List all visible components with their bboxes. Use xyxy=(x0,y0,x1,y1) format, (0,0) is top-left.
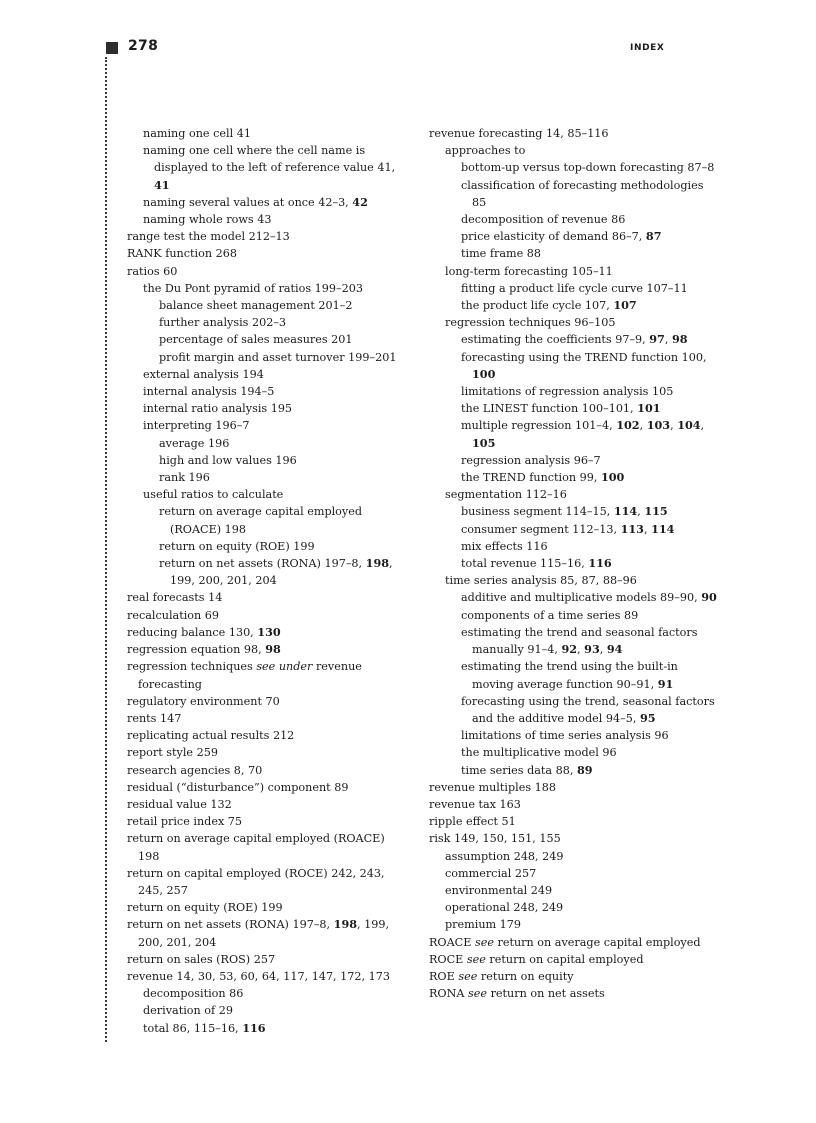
entry-text: decomposition of revenue 86 xyxy=(461,213,626,227)
entry-text: , xyxy=(664,333,672,347)
index-entry xyxy=(143,400,405,417)
index-entry xyxy=(143,383,405,400)
entry-text: price elasticity of demand 86–7, xyxy=(461,230,646,244)
entry-text: replicating actual results 212 xyxy=(127,729,295,743)
entry-text: ripple effect 51 xyxy=(429,815,516,829)
index-entry xyxy=(461,727,721,744)
index-entry xyxy=(127,607,405,624)
entry-text: bottom-up versus top-down forecasting 87–8 xyxy=(461,161,715,175)
entry-text: percentage of sales measures 201 xyxy=(159,333,353,347)
page-edge-dotted-rule xyxy=(105,57,107,1042)
entry-text: high and low values 196 xyxy=(159,453,297,467)
index-entry xyxy=(127,796,405,813)
index-entry xyxy=(127,830,405,864)
index-entry xyxy=(461,762,721,779)
index-entry xyxy=(461,693,721,727)
index-entry xyxy=(429,968,721,985)
entry-text: range test the model 212–13 xyxy=(127,230,290,244)
entry-text: return on equity (ROE) 199 xyxy=(127,901,283,915)
entry-text: estimating the trend using the built-in moving average function 90–91, xyxy=(461,660,678,691)
entry-text: revenue forecasting xyxy=(138,660,362,691)
entry-text: , xyxy=(637,505,645,519)
index-entry xyxy=(461,297,721,314)
index-entry xyxy=(127,727,405,744)
index-entry xyxy=(143,1002,405,1019)
entry-text: time series analysis 85, 87, 88–96 xyxy=(445,574,637,588)
index-entry xyxy=(461,331,721,348)
entry-text: classification of forecasting methodologies 85 xyxy=(461,178,704,209)
index-entry xyxy=(445,882,721,899)
index-entry xyxy=(127,624,405,641)
entry-text: assumption 248, 249 xyxy=(445,849,564,863)
index-entry xyxy=(445,486,721,503)
index-entry xyxy=(159,469,405,486)
entry-text: regression techniques 96–105 xyxy=(445,316,616,330)
bold-page-reference: 198 xyxy=(365,556,390,571)
bold-page-reference: 116 xyxy=(242,1020,266,1035)
index-entry xyxy=(127,263,405,280)
index-entry xyxy=(159,538,405,555)
bold-page-reference: 104 xyxy=(677,418,701,433)
index-entry xyxy=(461,245,721,262)
bold-page-reference: 114 xyxy=(651,521,675,536)
index-entry xyxy=(429,779,721,796)
entry-text: interpreting 196–7 xyxy=(143,419,250,433)
index-entry xyxy=(143,366,405,383)
entry-text: regression equation 98, xyxy=(127,643,266,657)
index-entry xyxy=(445,263,721,280)
entry-text: derivation of 29 xyxy=(143,1004,233,1018)
index-entry xyxy=(127,245,405,262)
entry-text: mix effects 116 xyxy=(461,539,548,553)
entry-text: report style 259 xyxy=(127,746,218,760)
bold-page-reference: 98 xyxy=(671,332,688,347)
index-entry xyxy=(429,813,721,830)
entry-text: recalculation 69 xyxy=(127,608,220,622)
index-column-left xyxy=(127,125,405,1037)
entry-text: revenue 14, 30, 53, 60, 64, 117, 147, 172, 173 xyxy=(127,969,390,983)
entry-text: limitations of regression analysis 105 xyxy=(461,385,674,399)
bold-page-reference: 102 xyxy=(616,418,640,433)
index-entry xyxy=(445,314,721,331)
entry-text: retail price index 75 xyxy=(127,815,243,829)
entry-text: premium 179 xyxy=(445,918,522,932)
index-entry xyxy=(159,297,405,314)
bold-page-reference: 94 xyxy=(606,642,623,657)
entry-text: , xyxy=(643,522,652,536)
entry-text: consumer segment 112–13, xyxy=(461,522,621,536)
entry-text: components of a time series 89 xyxy=(461,608,639,622)
entry-text: external analysis 194 xyxy=(143,367,264,381)
index-entry xyxy=(445,142,721,159)
index-entry xyxy=(143,486,405,503)
entry-text: RANK function 268 xyxy=(127,247,237,261)
entry-text: reducing balance 130, xyxy=(127,625,258,639)
entry-text: research agencies 8, 70 xyxy=(127,763,263,777)
index-entry xyxy=(461,280,721,297)
index-entry xyxy=(445,572,721,589)
entry-text: long-term forecasting 105–11 xyxy=(445,264,613,278)
index-entry xyxy=(143,211,405,228)
index-entry xyxy=(429,985,721,1002)
index-entry xyxy=(445,899,721,916)
bold-page-reference: 95 xyxy=(639,710,656,725)
entry-text: additive and multiplicative models 89–90, xyxy=(461,591,702,605)
bold-page-reference: 91 xyxy=(657,676,674,691)
index-entry xyxy=(143,280,405,297)
entry-text: , xyxy=(599,643,607,657)
index-entry xyxy=(461,417,721,451)
index-entry xyxy=(461,400,721,417)
entry-text: risk 149, 150, 151, 155 xyxy=(429,832,561,846)
index-entry xyxy=(159,314,405,331)
entry-text: return on average capital employed (ROACE) 198 xyxy=(127,832,385,863)
entry-text: segmentation 112–16 xyxy=(445,488,567,502)
index-entry xyxy=(461,503,721,520)
index-entry xyxy=(461,607,721,624)
entry-text: regulatory environment 70 xyxy=(127,694,280,708)
entry-text: the LINEST function 100–101, xyxy=(461,402,638,416)
entry-text: business segment 114–15, xyxy=(461,505,614,519)
bold-page-reference: 100 xyxy=(472,366,496,381)
entry-text: return on equity xyxy=(477,969,574,983)
entry-text: return on average capital employed (ROACE) 198 xyxy=(159,505,363,536)
cross-reference-term: see xyxy=(458,969,478,983)
entry-text: real forecasts 14 xyxy=(127,591,223,605)
index-entry xyxy=(127,865,405,899)
bold-page-reference: 89 xyxy=(576,762,593,777)
index-entry xyxy=(461,383,721,400)
entry-text: , 199, 200, 201, 204 xyxy=(170,557,393,588)
entry-text: time frame 88 xyxy=(461,247,542,261)
entry-text: internal analysis 194–5 xyxy=(143,385,275,399)
entry-text: ROACE xyxy=(429,935,475,949)
cross-reference-term: see xyxy=(468,987,488,1001)
entry-text: multiple regression 101–4, xyxy=(461,419,617,433)
bold-page-reference: 100 xyxy=(600,470,625,485)
entry-text: rank 196 xyxy=(159,471,210,485)
index-entry xyxy=(127,710,405,727)
entry-text: naming one cell 41 xyxy=(143,127,251,140)
bold-page-reference: 101 xyxy=(637,401,661,416)
index-entry xyxy=(127,968,405,985)
entry-text: return on equity (ROE) 199 xyxy=(159,539,315,553)
index-entry xyxy=(127,744,405,761)
entry-text: total revenue 115–16, xyxy=(461,557,589,571)
index-entry xyxy=(461,589,721,606)
entry-text: revenue forecasting 14, 85–116 xyxy=(429,127,609,140)
page-number: 278 xyxy=(128,38,159,54)
index-entry xyxy=(461,658,721,692)
bold-page-reference: 41 xyxy=(154,177,170,192)
cross-reference-term: see xyxy=(466,952,486,966)
entry-text: , xyxy=(577,643,585,657)
entry-text: internal ratio analysis 195 xyxy=(143,402,293,416)
entry-text: regression analysis 96–7 xyxy=(461,453,601,467)
entry-text: decomposition 86 xyxy=(143,987,244,1001)
index-entry xyxy=(143,142,405,194)
index-entry xyxy=(461,624,721,658)
entry-text: useful ratios to calculate xyxy=(143,488,284,502)
entry-text: rents 147 xyxy=(127,711,182,725)
entry-text: naming one cell where the cell name is displayed to the left of reference value 41, xyxy=(143,144,396,175)
entry-text: the product life cycle 107, xyxy=(461,299,614,313)
running-header-title: INDEX xyxy=(630,43,665,53)
entry-text: forecasting using the TREND function 100, xyxy=(461,350,707,364)
index-entry xyxy=(143,1020,405,1037)
index-entry xyxy=(461,159,721,176)
index-entry xyxy=(461,177,721,211)
entry-text: , 199, 200, 201, 204 xyxy=(138,918,390,949)
bold-page-reference: 113 xyxy=(620,521,644,536)
entry-text: balance sheet management 201–2 xyxy=(159,299,353,313)
entry-text: , xyxy=(670,419,678,433)
index-column-right xyxy=(429,125,721,1002)
entry-text: naming several values at once 42–3, xyxy=(143,195,353,209)
index-entry xyxy=(127,693,405,710)
index-entry xyxy=(127,641,405,658)
index-entry xyxy=(127,762,405,779)
bold-page-reference: 92 xyxy=(561,642,578,657)
entry-text: regression techniques xyxy=(127,660,257,674)
index-entry xyxy=(461,538,721,555)
bold-page-reference: 198 xyxy=(333,917,358,932)
index-entry xyxy=(127,779,405,796)
entry-text: residual value 132 xyxy=(127,797,232,811)
index-entry xyxy=(143,985,405,1002)
index-entry xyxy=(461,349,721,383)
entry-text: time series data 88, xyxy=(461,763,577,777)
entry-text: commercial 257 xyxy=(445,866,537,880)
entry-text: ROCE xyxy=(429,952,467,966)
entry-text: total 86, 115–16, xyxy=(143,1021,243,1035)
entry-text: return on capital employed xyxy=(485,952,644,966)
entry-text: return on net assets (RONA) 197–8, xyxy=(159,557,366,571)
entry-text: further analysis 202–3 xyxy=(159,316,287,330)
index-entry xyxy=(127,951,405,968)
entry-text: return on net assets (RONA) 197–8, xyxy=(127,918,334,932)
index-entry xyxy=(461,228,721,245)
index-entry xyxy=(127,589,405,606)
cross-reference-term: see under xyxy=(256,660,313,674)
entry-text: RONA xyxy=(429,987,469,1001)
index-entry xyxy=(127,899,405,916)
bold-page-reference: 98 xyxy=(265,642,281,657)
index-entry xyxy=(429,830,721,847)
bold-page-reference: 105 xyxy=(472,435,496,450)
entry-text: average 196 xyxy=(159,436,230,450)
index-entry xyxy=(461,211,721,228)
entry-text: limitations of time series analysis 96 xyxy=(461,729,669,743)
entry-text: , xyxy=(700,419,705,433)
page-marker-block xyxy=(106,42,118,54)
bold-page-reference: 114 xyxy=(613,504,638,519)
index-entry xyxy=(127,658,405,692)
entry-text: estimating the coefficients 97–9, xyxy=(461,333,650,347)
entry-text: the Du Pont pyramid of ratios 199–203 xyxy=(143,281,363,295)
entry-text: return on average capital employed xyxy=(493,935,701,949)
entry-text: ROE xyxy=(429,969,459,983)
entry-text: naming whole rows 43 xyxy=(143,213,272,227)
index-entry xyxy=(159,555,405,589)
index-entry xyxy=(127,813,405,830)
entry-text: return on sales (ROS) 257 xyxy=(127,952,276,966)
bold-page-reference: 103 xyxy=(646,418,671,433)
entry-text: approaches to xyxy=(445,144,526,158)
entry-text: return on net assets xyxy=(487,987,605,1001)
entry-text: revenue tax 163 xyxy=(429,797,521,811)
bold-page-reference: 87 xyxy=(645,229,662,244)
index-entry xyxy=(445,848,721,865)
bold-page-reference: 116 xyxy=(588,556,612,571)
entry-text: ratios 60 xyxy=(127,264,178,278)
index-entry xyxy=(143,125,405,142)
entry-text: residual (“disturbance”) component 89 xyxy=(127,780,349,794)
index-entry xyxy=(159,349,405,366)
bold-page-reference: 93 xyxy=(584,642,600,657)
index-entry xyxy=(429,951,721,968)
index-entry xyxy=(127,228,405,245)
index-entry xyxy=(159,435,405,452)
entry-text: profit margin and asset turnover 199–201 xyxy=(159,350,397,364)
entry-text: fitting a product life cycle curve 107–11 xyxy=(461,281,688,295)
entry-text: revenue multiples 188 xyxy=(429,780,556,794)
bold-page-reference: 107 xyxy=(613,298,637,313)
entry-text: , xyxy=(639,419,647,433)
bold-page-reference: 115 xyxy=(644,504,668,519)
index-entry xyxy=(429,796,721,813)
index-entry xyxy=(429,934,721,951)
index-entry xyxy=(159,503,405,537)
entry-text: estimating the trend and seasonal factors manually 91–4, xyxy=(461,625,698,657)
entry-text: environmental 249 xyxy=(445,883,553,897)
entry-text: the TREND function 99, xyxy=(461,471,601,485)
entry-text: return on capital employed (ROCE) 242, 243, 245, 257 xyxy=(127,866,385,897)
index-entry xyxy=(445,916,721,933)
index-entry xyxy=(159,452,405,469)
cross-reference-term: see xyxy=(474,935,494,949)
entry-text: the multiplicative model 96 xyxy=(461,746,617,760)
index-entry xyxy=(461,555,721,572)
index-entry xyxy=(461,744,721,761)
index-entry xyxy=(159,331,405,348)
index-entry xyxy=(143,194,405,211)
index-entry xyxy=(445,865,721,882)
index-entry xyxy=(461,521,721,538)
index-entry xyxy=(429,125,721,142)
bold-page-reference: 130 xyxy=(257,624,281,639)
index-entry xyxy=(143,417,405,434)
index-entry xyxy=(461,452,721,469)
bold-page-reference: 90 xyxy=(701,590,717,605)
index-entry xyxy=(461,469,721,486)
entry-text: forecasting using the trend, seasonal factors and the additive model 94–5, xyxy=(461,694,715,725)
bold-page-reference: 42 xyxy=(352,194,368,209)
bold-page-reference: 97 xyxy=(649,332,665,347)
entry-text: operational 248, 249 xyxy=(445,901,564,915)
index-entry xyxy=(127,916,405,950)
